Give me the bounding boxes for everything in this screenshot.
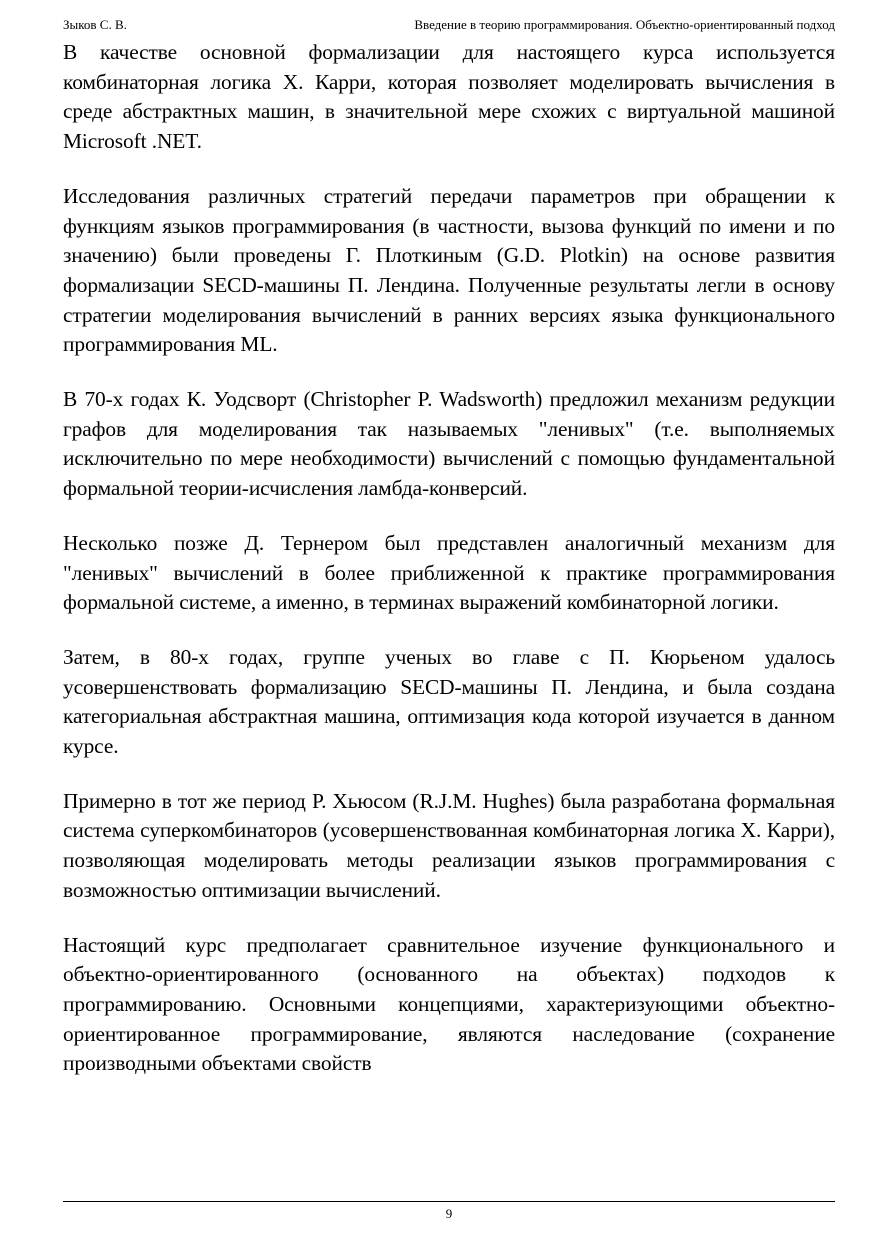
header-book-title: Введение в теорию программирования. Объектно-ориентированный подход	[414, 17, 835, 32]
paragraph: Несколько позже Д. Тернером был представлен аналогичный механизм для "ленивых" вычислений в более приближенной к практике программирования формальной системе, а именно, в терминах выражений комбинаторной логики.	[63, 530, 835, 615]
document-page	[63, 0, 835, 1241]
paragraph: Настоящий курс предполагает сравнительное изучение функционального и объектно-ориентированного (основанного на объектах) подходов к программированию. Основными концепциями, характеризующими объектно-ориентированное программирование, являются наследование (сохранение производными объектами свойств	[63, 932, 835, 1076]
page-number: 9	[445, 1206, 453, 1221]
running-header	[63, 16, 835, 34]
footer-divider	[63, 1201, 835, 1202]
paragraph: В 70-х годах К. Уодсворт (Christopher P. Wadsworth) предложил механизм редукции графов для моделирования так называемых "ленивых" (т.е. выполняемых исключительно по мере необходимости) вычислений с помощью фундаментальной формальной теории-исчисления ламбда-конверсий.	[63, 387, 835, 501]
body-text	[63, 38, 835, 1190]
paragraph: Исследования различных стратегий передачи параметров при обращении к функциям языков программирования (в частности, вызова функций по имени и по значению) были проведены Г. Плоткиным (G.D. Plotkin) на основе развития формализации SECD-машины П. Лендина. Полученные результаты легли в основу стратегии моделирования вычислений в ранних версиях языка функционального программирования ML.	[63, 183, 835, 357]
paragraph: Примерно в тот же период Р. Хьюсом (R.J.M. Hughes) была разработана формальная система суперкомбинаторов (усовершенствованная комбинаторная логика Х. Карри), позволяющая моделировать методы реализации языков программирования с возможностью оптимизации вычислений.	[63, 788, 835, 902]
paragraph: В качестве основной формализации для настоящего курса используется комбинаторная логика Х. Карри, которая позволяет моделировать вычисления в среде абстрактных машин, в значительной мере схожих с виртуальной машиной Microsoft .NET.	[63, 40, 835, 154]
header-author: Зыков С. В.	[63, 17, 127, 32]
paragraph: Затем, в 80-х годах, группе ученых во главе с П. Кюрьеном удалось усовершенствовать формализацию SECD-машины П. Лендина, и была создана категориальная абстрактная машина, оптимизация кода которой изучается в данном курсе.	[63, 644, 835, 759]
